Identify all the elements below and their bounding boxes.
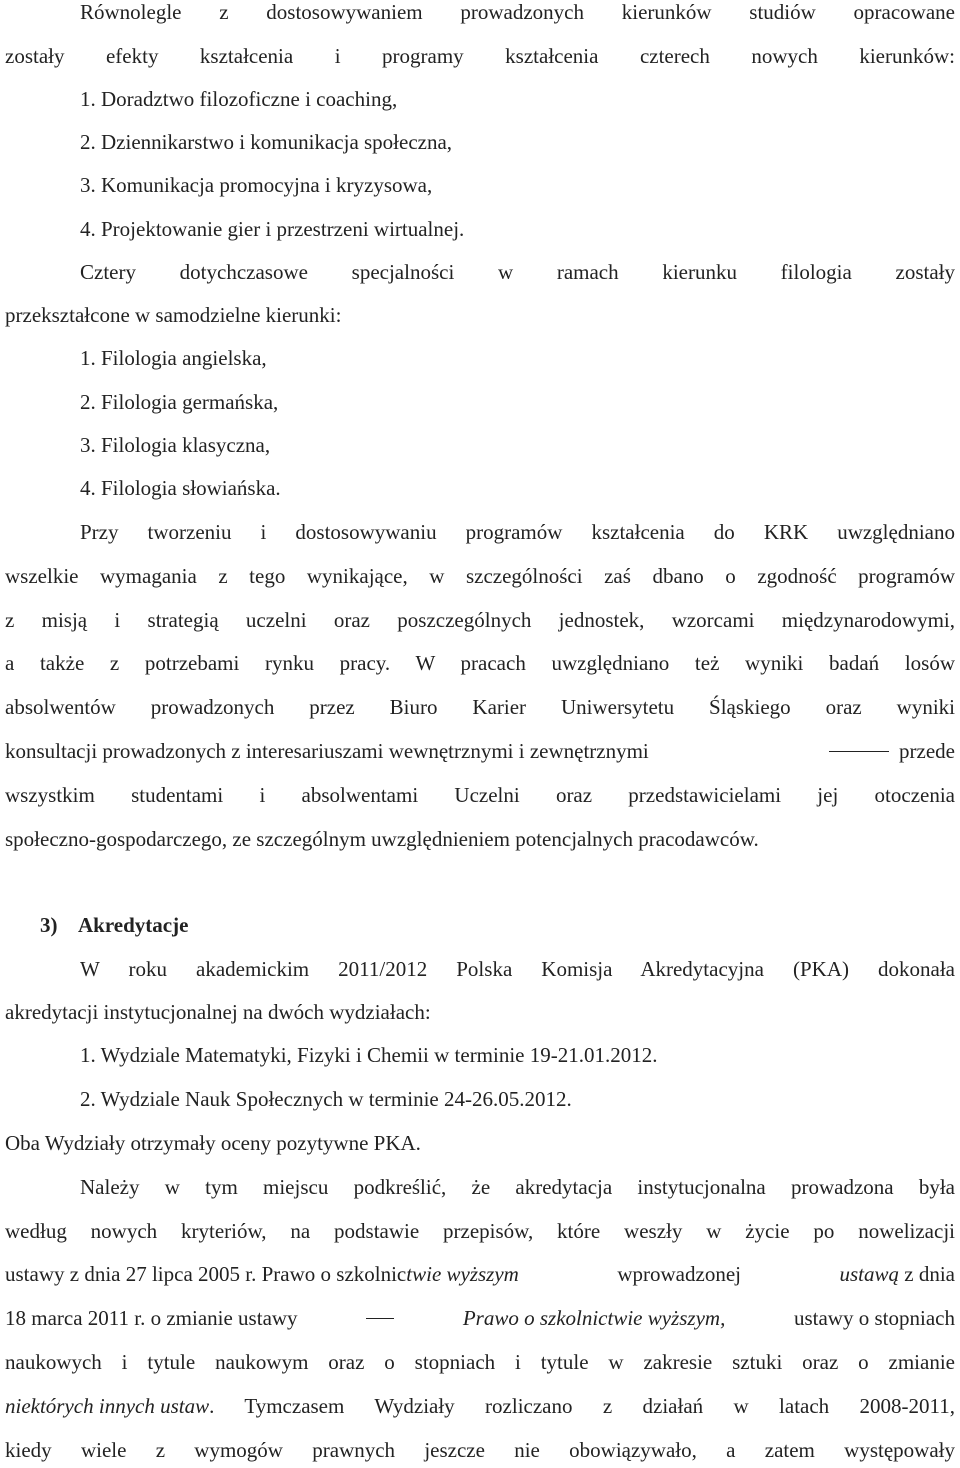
list-item: 4. Filologia słowiańska. bbox=[80, 476, 281, 500]
text-run: z dnia bbox=[904, 1262, 955, 1286]
paragraph-3-line-text: konsultacji prowadzonych z interesariuszami wewnętrznymi i zewnętrznymi bbox=[5, 739, 649, 763]
paragraph-6-line bbox=[5, 1394, 955, 1418]
paragraph-2-line-2: przekształcone w samodzielne kierunki: bbox=[5, 303, 342, 327]
paragraph-6-line bbox=[5, 1306, 955, 1330]
text-run: wprowadzonej bbox=[617, 1262, 741, 1286]
em-dash bbox=[829, 751, 889, 752]
paragraph-3-line-text: przede bbox=[899, 739, 955, 763]
text-run-italic: twie wyższym bbox=[406, 1262, 519, 1286]
paragraph-5: Oba Wydziały otrzymały oceny pozytywne PKA. bbox=[5, 1131, 421, 1155]
paragraph-1-line-2: zostały efekty kształcenia i programy kształcenia czterech nowych kierunków: bbox=[5, 44, 955, 68]
list-item: 1. Filologia angielska, bbox=[80, 346, 267, 370]
paragraph-3-line: wszelkie wymagania z tego wynikające, w szczególności zaś dbano o zgodność programów bbox=[5, 564, 955, 588]
text-run: . Tymczasem Wydziały rozliczano z działań w latach 2008-2011, bbox=[209, 1394, 955, 1418]
list-item: 2. Wydziale Nauk Społecznych w terminie 24-26.05.2012. bbox=[80, 1087, 572, 1111]
paragraph-1-line-1: Równolegle z dostosowywaniem prowadzonych kierunków studiów opracowane bbox=[80, 0, 955, 24]
paragraph-3-line: wszystkim studentami i absolwentami Uczelni oraz przedstawicielami jej otoczenia bbox=[5, 783, 955, 807]
paragraph-4-line-2: akredytacji instytucjonalnej na dwóch wydziałach: bbox=[5, 1000, 431, 1024]
text-run: ustawy o stopniach bbox=[793, 1306, 955, 1330]
paragraph-6-line: Należy w tym miejscu podkreślić, że akredytacja instytucjonalna prowadzona była bbox=[80, 1175, 955, 1199]
paragraph-2-line-1: Cztery dotychczasowe specjalności w ramach kierunku filologia zostały bbox=[80, 260, 955, 284]
text-run-italic: ustawą bbox=[839, 1262, 900, 1286]
paragraph-6-line bbox=[5, 1262, 955, 1286]
section-title: Akredytacje bbox=[78, 913, 189, 937]
paragraph-3-line: społeczno-gospodarczego, ze szczególnym uwzględnieniem potencjalnych pracodawców. bbox=[5, 827, 759, 851]
text-run: 18 marca 2011 r. o zmianie ustawy bbox=[5, 1306, 298, 1330]
paragraph-3-line bbox=[5, 739, 955, 763]
em-dash bbox=[366, 1318, 394, 1319]
list-item: 3. Filologia klasyczna, bbox=[80, 433, 271, 457]
list-item: 4. Projektowanie gier i przestrzeni wirtualnej. bbox=[80, 217, 465, 241]
text-run-italic: niektórych innych ustaw bbox=[5, 1394, 210, 1418]
list-item: 1. Wydziale Matematyki, Fizyki i Chemii w terminie 19-21.01.2012. bbox=[80, 1043, 658, 1067]
paragraph-6-line: naukowych i tytule naukowym oraz o stopniach i tytule w zakresie sztuki oraz o zmianie bbox=[5, 1350, 955, 1374]
list-item: 2. Filologia germańska, bbox=[80, 390, 279, 414]
paragraph-4-line-1: W roku akademickim 2011/2012 Polska Komisja Akredytacyjna (PKA) dokonała bbox=[80, 957, 955, 981]
list-item: 1. Doradztwo filozoficzne i coaching, bbox=[80, 87, 398, 111]
paragraph-3-line: absolwentów prowadzonych przez Biuro Karier Uniwersytetu Śląskiego oraz wyniki bbox=[5, 695, 955, 719]
text-run: ustawy z dnia 27 lipca 2005 r. Prawo o szkolnic bbox=[5, 1262, 407, 1286]
paragraph-3-line: Przy tworzeniu i dostosowywaniu programów kształcenia do KRK uwzględniano bbox=[80, 520, 955, 544]
section-number: 3) bbox=[40, 913, 58, 937]
list-item: 3. Komunikacja promocyjna i kryzysowa, bbox=[80, 173, 433, 197]
text-run-italic: Prawo o szkolnictwie wyższym, bbox=[462, 1306, 726, 1330]
paragraph-6-line: kiedy wiele z wymogów prawnych jeszcze nie obowiązywało, a zatem występowały bbox=[5, 1438, 955, 1462]
paragraph-3-line: a także z potrzebami rynku pracy. W pracach uwzględniano też wyniki badań losów bbox=[5, 651, 955, 675]
paragraph-6-line: według nowych kryteriów, na podstawie przepisów, które weszły w życie po nowelizacji bbox=[5, 1219, 955, 1243]
list-item: 2. Dziennikarstwo i komunikacja społeczna, bbox=[80, 130, 453, 154]
section-heading bbox=[40, 913, 960, 937]
paragraph-3-line: z misją i strategią uczelni oraz poszczególnych jednostek, wzorcami międzynarodowymi, bbox=[5, 608, 955, 632]
